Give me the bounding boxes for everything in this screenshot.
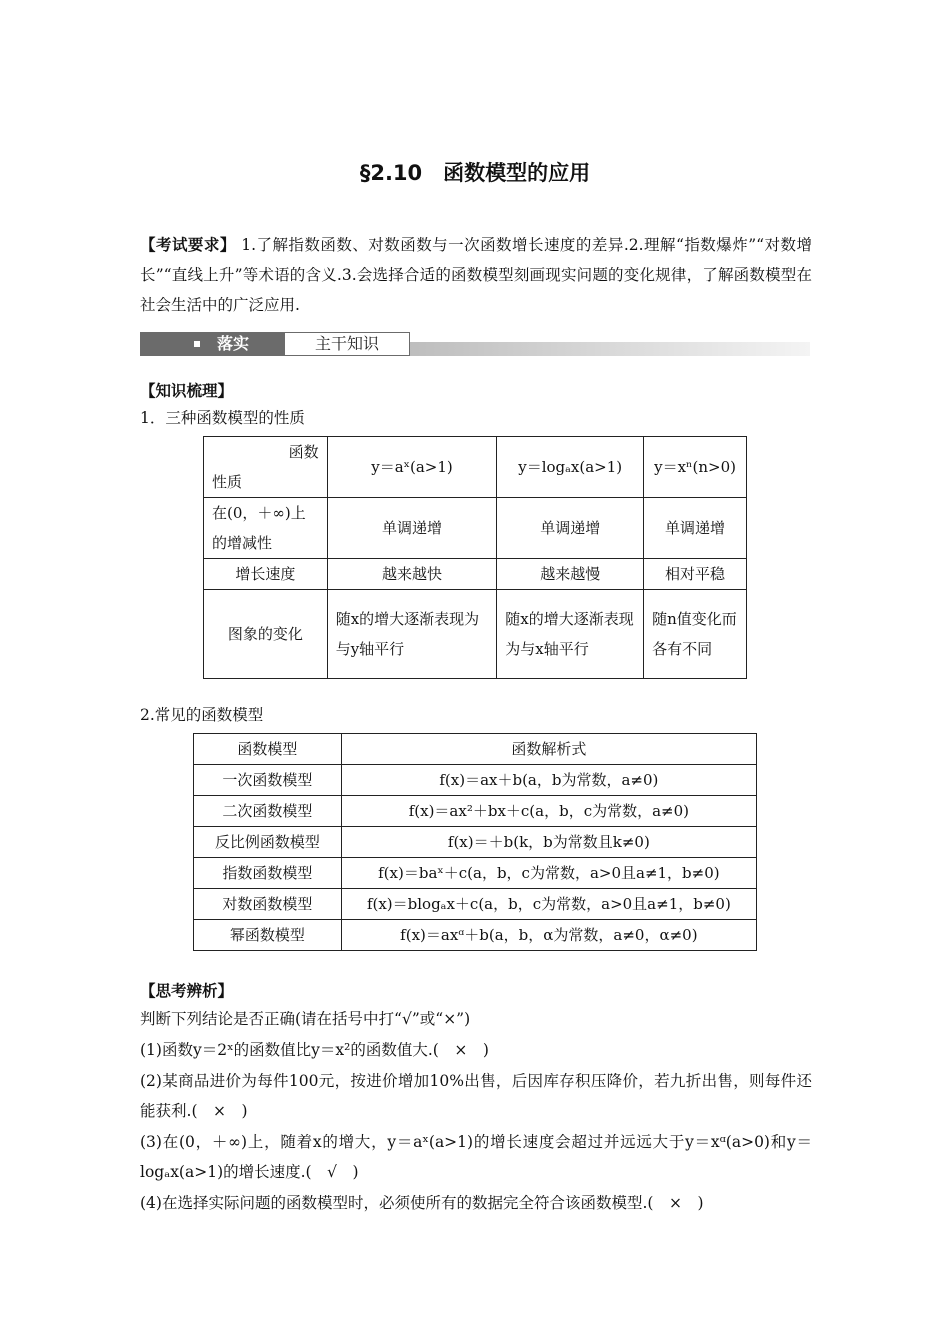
model-formula: f(x)＝baˣ＋c(a，b，c为常数，a>0且a≠1，b≠0) — [341, 858, 756, 889]
header-top: 函数 — [288, 443, 319, 461]
question-2: (2)某商品进价为每件100元，按进价增加10%出售，后因库存积压降价，若九折出售，则每件还能获利.( × ) — [140, 1072, 812, 1120]
banner-light-label: 主干知识 — [284, 332, 410, 356]
question-answer: × — [668, 1194, 682, 1212]
question-answer: × — [454, 1041, 468, 1059]
model-formula: f(x)＝blogₐx＋c(a，b，c为常数，a>0且a≠1，b≠0) — [341, 889, 756, 920]
table-cell: 随n值变化而各有不同 — [644, 590, 747, 679]
requirements-label: 【考试要求】 — [140, 236, 236, 254]
model-name: 对数函数模型 — [194, 889, 342, 920]
model-formula: f(x)＝axᵅ＋b(a，b，α为常数，a≠0，α≠0) — [341, 920, 756, 951]
item1-title: 1．三种函数模型的性质 — [140, 409, 305, 427]
table1-corner-header — [204, 437, 328, 498]
requirements-text: 1.了解指数函数、对数函数与一次函数增长速度的差异.2.理解“指数爆炸”“对数增长”“直线上升”等术语的含义.3.会选择合适的函数模型刻画现实问题的变化规律，了解函数模型在社会生活中的广泛应用. — [140, 236, 812, 314]
banner-dark-tab — [140, 332, 284, 356]
model-name: 指数函数模型 — [194, 858, 342, 889]
function-properties-table — [203, 436, 747, 679]
exam-requirements — [140, 230, 812, 320]
question-3: (3)在(0，＋∞)上，随着x的增大，y＝aˣ(a>1)的增长速度会超过并远远大于y＝xᵅ(a>0)和y＝logₐx(a>1)的增长速度.( √ ) — [140, 1133, 812, 1181]
table-cell: 单调递增 — [497, 498, 644, 559]
row-monotonicity-label: 在(0，＋∞)上的增减性 — [204, 498, 328, 559]
col-logarithmic: y＝logₐx(a>1) — [497, 437, 644, 498]
model-name: 二次函数模型 — [194, 796, 342, 827]
table-cell: 随x的增大逐渐表现为与y轴平行 — [327, 590, 497, 679]
table-cell: 单调递增 — [644, 498, 747, 559]
col-power: y＝xⁿ(n>0) — [644, 437, 747, 498]
function-models-table — [193, 733, 757, 951]
model-formula: f(x)＝ax²＋bx＋c(a，b，c为常数，a≠0) — [341, 796, 756, 827]
model-formula: f(x)＝ax＋b(a，b为常数，a≠0) — [341, 765, 756, 796]
col-exponential: y＝aˣ(a>1) — [327, 437, 497, 498]
row-graph-label: 图象的变化 — [204, 590, 328, 679]
question-text: (1)函数y＝2ˣ的函数值比y＝x²的函数值大. — [140, 1041, 433, 1059]
question-answer: × — [213, 1102, 226, 1120]
square-bullet-icon — [194, 341, 200, 347]
section-banner — [140, 332, 810, 358]
table-cell: 越来越慢 — [497, 559, 644, 590]
table-cell: 越来越快 — [327, 559, 497, 590]
banner-dark-label: 落实 — [217, 334, 250, 353]
question-1: (1)函数y＝2ˣ的函数值比y＝x²的函数值大.( × ) — [140, 1041, 489, 1059]
model-formula: f(x)＝＋b(k，b为常数且k≠0) — [341, 827, 756, 858]
page-title: §2.10 函数模型的应用 — [359, 161, 591, 185]
table-cell: 相对平稳 — [644, 559, 747, 590]
table-cell: 单调递增 — [327, 498, 497, 559]
header-bottom: 性质 — [212, 473, 243, 491]
think-intro: 判断下列结论是否正确(请在括号中打“√”或“×”) — [140, 1010, 471, 1028]
banner-gradient — [408, 342, 810, 356]
row-growth-label: 增长速度 — [204, 559, 328, 590]
table-cell: 随x的增大逐渐表现为与x轴平行 — [497, 590, 644, 679]
item2-title: 2.常见的函数模型 — [140, 706, 264, 724]
header-model: 函数模型 — [194, 734, 342, 765]
question-4: (4)在选择实际问题的函数模型时，必须使所有的数据完全符合该函数模型.( × ) — [140, 1194, 704, 1212]
question-answer: √ — [327, 1163, 337, 1181]
section-think-heading: 【思考辨析】 — [140, 982, 234, 1000]
header-formula: 函数解析式 — [341, 734, 756, 765]
model-name: 一次函数模型 — [194, 765, 342, 796]
question-text: (3)在(0，＋∞)上，随着x的增大，y＝aˣ(a>1)的增长速度会超过并远远大于y＝xᵅ(a>0)和y＝logₐx(a>1)的增长速度. — [140, 1133, 812, 1181]
question-text: (4)在选择实际问题的函数模型时，必须使所有的数据完全符合该函数模型. — [140, 1194, 648, 1212]
model-name: 反比例函数模型 — [194, 827, 342, 858]
model-name: 幂函数模型 — [194, 920, 342, 951]
section-knowledge-heading: 【知识梳理】 — [140, 382, 234, 400]
question-text: (2)某商品进价为每件100元，按进价增加10%出售，后因库存积压降价，若九折出售，则每件还能获利. — [140, 1072, 812, 1120]
